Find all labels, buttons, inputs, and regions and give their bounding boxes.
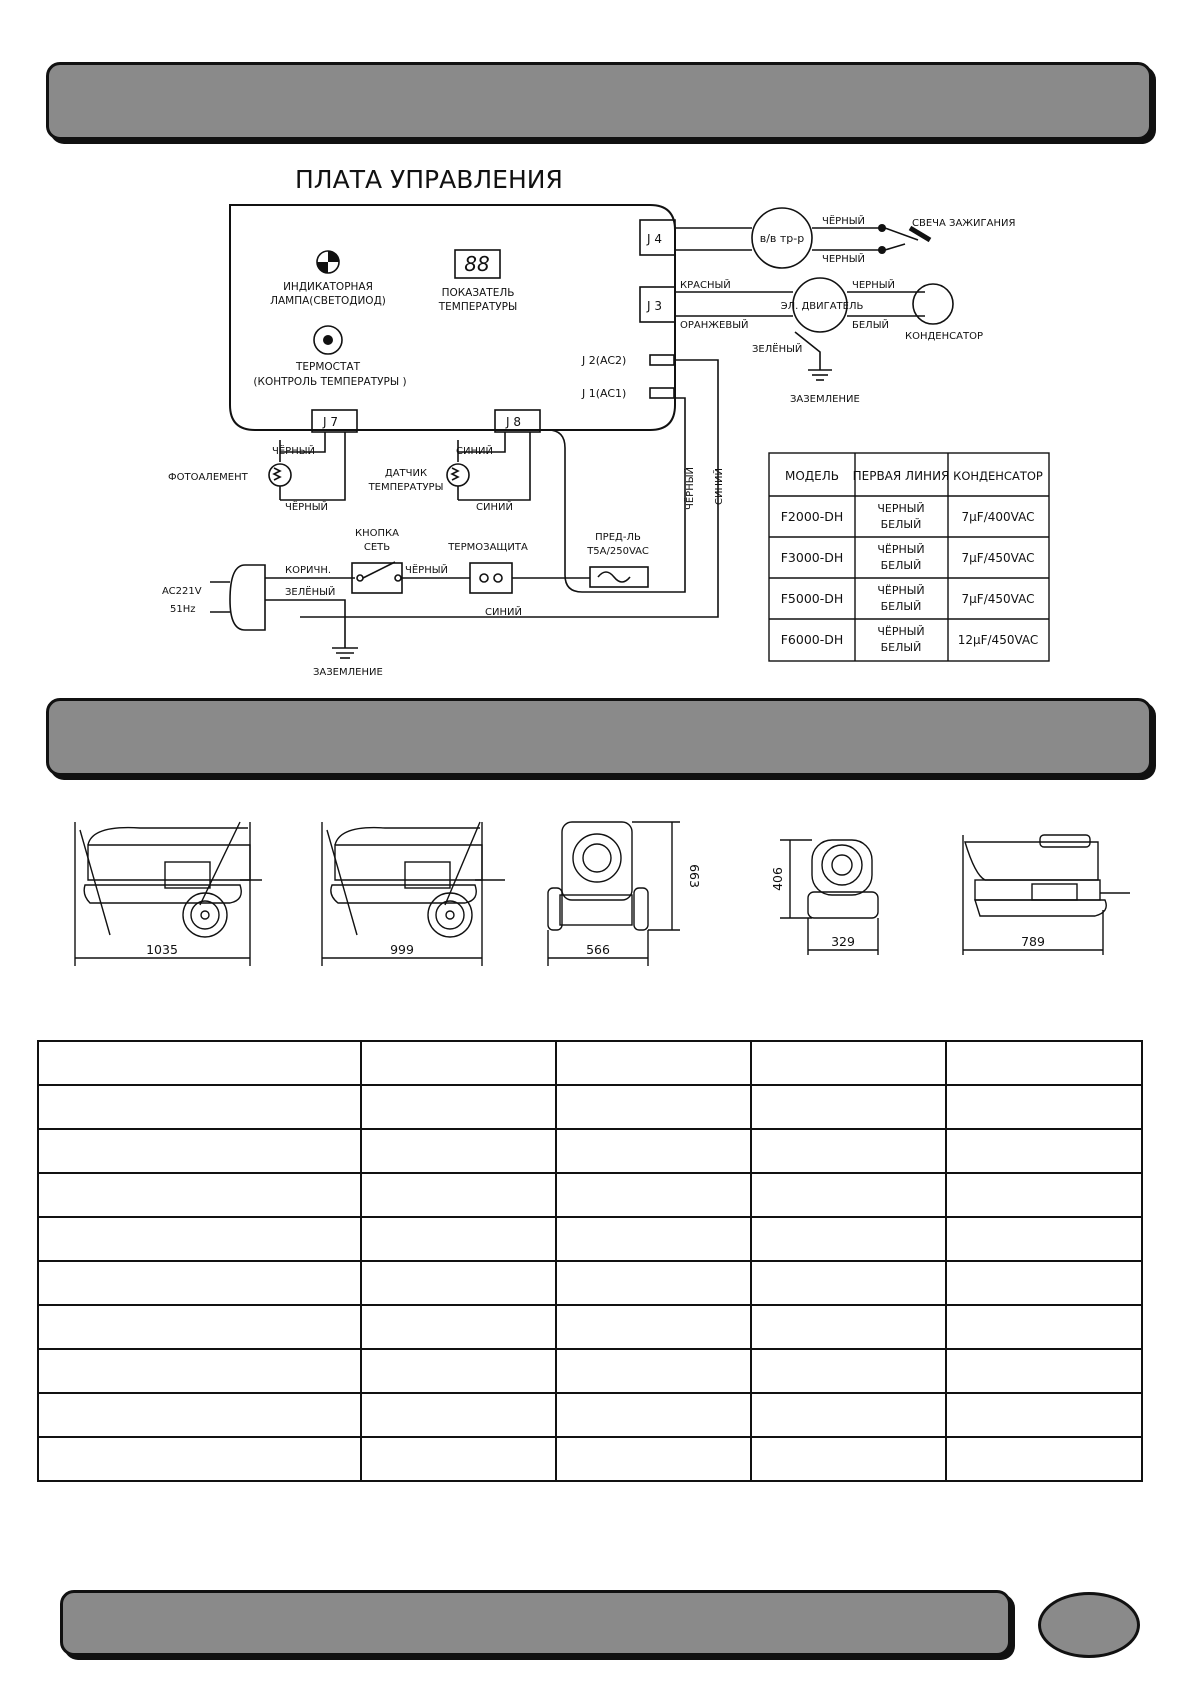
table-cell (946, 1041, 1142, 1085)
table-cell (946, 1261, 1142, 1305)
table-cell (751, 1217, 946, 1261)
wire-label: ЧЁРНЫЙ (822, 216, 866, 227)
table-cell (751, 1041, 946, 1085)
wire-label: ЧЁРНЫЙ (272, 446, 316, 457)
table-row (38, 1437, 1142, 1481)
specification-table (37, 1040, 1143, 1482)
cap-line-2: БЕЛЫЙ (880, 641, 922, 654)
cap-model: F5000-DH (780, 591, 844, 606)
dimension-drawings (0, 810, 1191, 980)
cap-model: F3000-DH (780, 550, 844, 565)
supply-label: AC221V (162, 586, 202, 597)
thermostat-icon (314, 326, 342, 354)
heater-small-front-view (780, 840, 878, 955)
table-cell (751, 1261, 946, 1305)
temp-display-label: ТЕМПЕРАТУРЫ (438, 301, 518, 313)
table-cell (361, 1393, 556, 1437)
cap-value: 7µF/450VAC (961, 592, 1035, 606)
wire-label: БЕЛЫЙ (852, 320, 890, 331)
section-banner-middle (46, 698, 1152, 776)
connector-j3: J 3 (647, 299, 662, 313)
cap-model: F6000-DH (780, 632, 844, 647)
table-cell (556, 1085, 751, 1129)
grounding-label: ЗАЗЕМЛЕНИЕ (790, 394, 860, 405)
table-cell (946, 1437, 1142, 1481)
table-row (38, 1393, 1142, 1437)
table-cell (751, 1305, 946, 1349)
cap-value: 12µF/450VAC (957, 633, 1039, 647)
table-cell (751, 1129, 946, 1173)
table-cell (38, 1305, 361, 1349)
table-cell (361, 1041, 556, 1085)
indicator-led-icon (317, 251, 339, 273)
connector-j1: J 1(AC1) (582, 387, 627, 400)
table-cell (361, 1085, 556, 1129)
led-label: ЛАМПА(СВЕТОДИОД) (270, 295, 386, 307)
table-row (38, 1173, 1142, 1217)
table-cell (361, 1437, 556, 1481)
table-cell (361, 1217, 556, 1261)
table-cell (38, 1393, 361, 1437)
connector-j2: J 2(AC2) (582, 354, 627, 367)
dimension-length-small-side: 789 (1021, 934, 1045, 949)
diagram-title: ПЛАТА УПРАВЛЕНИЯ (295, 165, 563, 194)
connector-j7: J 7 (323, 415, 338, 429)
cap-line-2: БЕЛЫЙ (880, 559, 922, 572)
table-cell (556, 1041, 751, 1085)
grounding-label: ЗАЗЕМЛЕНИЕ (313, 667, 383, 678)
wire-label: ЧЁРНЫЙ (685, 466, 696, 510)
table-cell (38, 1173, 361, 1217)
dimension-height-front: 663 (687, 864, 702, 888)
cap-line-1: ЧЕРНЫЙ (877, 502, 925, 515)
capacitor-label: КОНДЕНСАТОР (905, 331, 983, 342)
table-cell (361, 1129, 556, 1173)
fuse-label: T5A/250VAC (587, 546, 649, 557)
table-cell (38, 1261, 361, 1305)
wire-label: КРАСНЫЙ (680, 280, 731, 291)
table-cell (946, 1349, 1142, 1393)
table-cell (361, 1173, 556, 1217)
wire-label: ЧЁРНЫЙ (405, 565, 449, 576)
table-row (38, 1349, 1142, 1393)
table-cell (946, 1173, 1142, 1217)
power-button-label: КНОПКА (355, 528, 399, 539)
thermal-protection-label: ТЕРМОЗАЩИТА (448, 542, 528, 553)
dimension-height-small-front: 406 (770, 867, 785, 891)
table-row (38, 1041, 1142, 1085)
table-row (38, 1261, 1142, 1305)
cap-value: 7µF/450VAC (961, 551, 1035, 565)
dimension-length-side-1: 1035 (146, 942, 178, 957)
wire-label: КОРИЧН. (285, 565, 332, 576)
spark-plug-label: СВЕЧА ЗАЖИГАНИЯ (912, 218, 1016, 229)
table-cell (38, 1437, 361, 1481)
table-cell (556, 1261, 751, 1305)
cap-model: F2000-DH (780, 509, 844, 524)
table-cell (751, 1437, 946, 1481)
section-banner-top (46, 62, 1152, 140)
cap-line-2: БЕЛЫЙ (880, 600, 922, 613)
fuse-label: ПРЕД-ЛЬ (595, 532, 641, 543)
cap-line-1: ЧЁРНЫЙ (877, 625, 925, 638)
wire-label: СИНИЙ (476, 502, 513, 513)
power-button-label: СЕТЬ (363, 542, 391, 553)
temp-sensor-label: ТЕМПЕРАТУРЫ (368, 482, 444, 493)
table-cell (946, 1217, 1142, 1261)
table-cell (946, 1393, 1142, 1437)
table-row (38, 1305, 1142, 1349)
wire-label: СИНИЙ (456, 446, 493, 457)
connector-j4: J 4 (647, 232, 662, 246)
table-cell (946, 1305, 1142, 1349)
table-cell (361, 1261, 556, 1305)
page-number-oval (1038, 1592, 1140, 1658)
table-cell (556, 1349, 751, 1393)
wire-label: ЗЕЛЁНЫЙ (285, 587, 336, 598)
cap-header-model: МОДЕЛЬ (784, 469, 840, 483)
table-cell (38, 1041, 361, 1085)
table-cell (38, 1217, 361, 1261)
temperature-display-icon (455, 250, 500, 278)
table-cell (751, 1393, 946, 1437)
table-cell (556, 1129, 751, 1173)
table-cell (38, 1129, 361, 1173)
dimension-length-side-2: 999 (390, 942, 414, 957)
cap-value: 7µF/400VAC (961, 510, 1035, 524)
table-cell (751, 1085, 946, 1129)
temp-sensor-label: ДАТЧИК (384, 468, 428, 479)
table-cell (946, 1085, 1142, 1129)
connector-j8: J 8 (506, 415, 521, 429)
cap-header-line: ПЕРВАЯ ЛИНИЯ (852, 469, 950, 483)
section-banner-bottom (60, 1590, 1011, 1656)
table-cell (751, 1349, 946, 1393)
table-cell (38, 1349, 361, 1393)
wire-label: СИНИЙ (485, 607, 522, 618)
table-cell (556, 1217, 751, 1261)
wire-label: ЧЕРНЫЙ (852, 280, 896, 291)
transformer-label: в/в тр-р (759, 232, 805, 245)
table-cell (556, 1437, 751, 1481)
photocell-label: ФОТОАЛЕМЕНТ (168, 472, 248, 483)
heater-small-side-view (963, 835, 1130, 955)
temp-display-label: ПОКАЗАТЕЛЬ (441, 287, 515, 299)
wire-label: СИНИЙ (714, 468, 725, 505)
supply-label: 51Hz (170, 604, 196, 615)
svg-text:88: 88 (464, 252, 490, 276)
wiring-diagram (0, 150, 1191, 690)
wire-label: ОРАНЖЕВЫЙ (680, 320, 749, 331)
table-cell (556, 1173, 751, 1217)
cap-line-2: БЕЛЫЙ (880, 518, 922, 531)
cap-line-1: ЧЁРНЫЙ (877, 584, 925, 597)
table-row (38, 1217, 1142, 1261)
table-cell (751, 1173, 946, 1217)
heater-front-view (548, 822, 680, 966)
table-cell (946, 1129, 1142, 1173)
table-row (38, 1085, 1142, 1129)
dimension-width-small-front: 329 (831, 934, 855, 949)
cap-header-capacitor: КОНДЕНСАТОР (953, 469, 1043, 483)
cap-line-1: ЧЁРНЫЙ (877, 543, 925, 556)
led-label: ИНДИКАТОРНАЯ (283, 281, 373, 293)
table-cell (556, 1305, 751, 1349)
table-cell (38, 1085, 361, 1129)
table-cell (556, 1393, 751, 1437)
wire-label: ЧЕРНЫЙ (822, 254, 866, 265)
table-cell (361, 1305, 556, 1349)
thermostat-label: (КОНТРОЛЬ ТЕМПЕРАТУРЫ ) (253, 376, 407, 388)
dimension-width-front: 566 (586, 942, 610, 957)
table-row (38, 1129, 1142, 1173)
motor-label: ЭЛ. ДВИГАТЕЛЬ (780, 301, 864, 312)
wire-label: ЧЁРНЫЙ (285, 502, 329, 513)
wire-label: ЗЕЛЁНЫЙ (752, 344, 803, 355)
table-cell (361, 1349, 556, 1393)
thermostat-label: ТЕРМОСТАТ (295, 361, 361, 373)
